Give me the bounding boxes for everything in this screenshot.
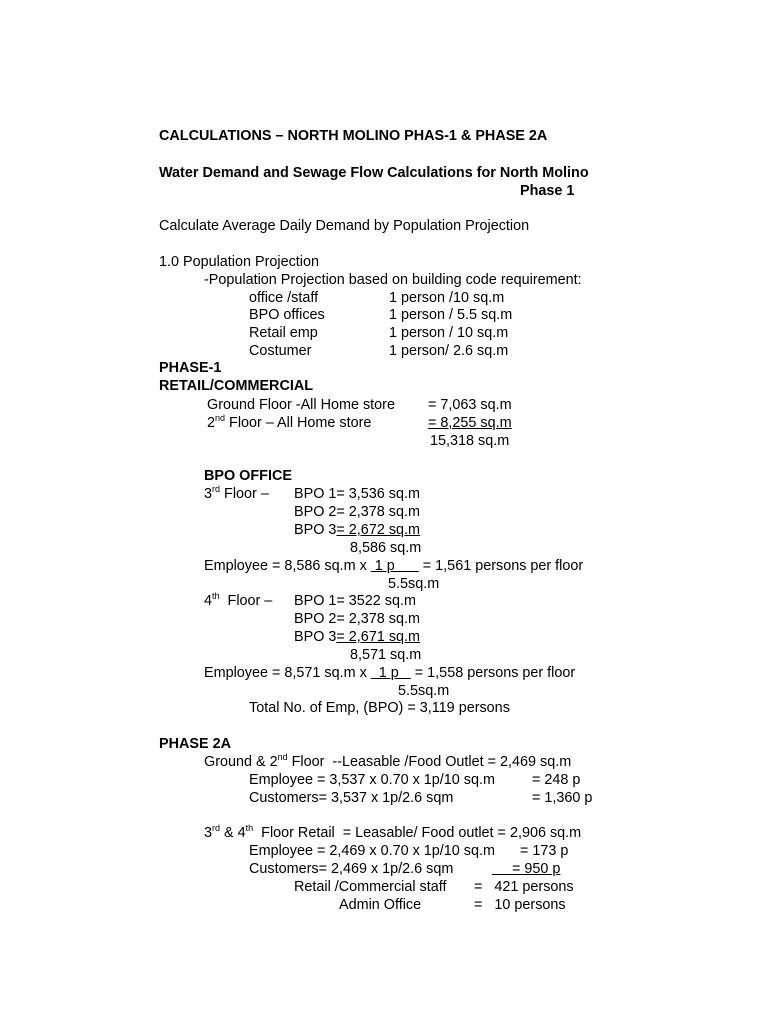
retail-staff-value: = 421 persons [474,879,574,895]
second-floor-value: = 8,255 sq.m [428,415,512,431]
floor4-total: 8,571 sq.m [350,647,422,663]
phase2a-floor3-4: 3rd & 4th Floor Retail = Leasable/ Food outlet = 2,906 sq.m [204,823,582,841]
document-subtitle-phase: Phase 1 [520,183,575,199]
phase2a-f34-employee-result: = 173 p [520,843,569,859]
floor3-bpo2: BPO 2= 2,378 sq.m [294,504,420,520]
section-note: -Population Projection based on building code requirement: [204,272,582,288]
occupancy-use: Costumer [249,343,312,359]
floor3-label: 3rd Floor – [204,484,269,502]
ground-floor-value: = 7,063 sq.m [428,397,512,413]
ground-floor-label: Ground Floor -All Home store [207,397,395,413]
retail-total: 15,318 sq.m [430,433,510,449]
floor3-total: 8,586 sq.m [350,540,422,556]
phase1-heading: PHASE-1 [159,360,222,376]
intro-text: Calculate Average Daily Demand by Population Projection [159,218,530,234]
admin-office-label: Admin Office [339,897,422,913]
document-subtitle: Water Demand and Sewage Flow Calculations for North Molino [159,165,589,181]
occupancy-use: BPO offices [249,307,325,323]
floor3-employee: Employee = 8,586 sq.m x 1 p = 1,561 persons per floor [204,558,584,574]
phase2a-heading: PHASE 2A [159,736,231,752]
phase2a-f34-employee: Employee = 2,469 x 0.70 x 1p/10 sq.m [249,843,495,859]
bpo-total: Total No. of Emp, (BPO) = 3,119 persons [249,700,510,716]
floor3-employee-denominator: 5.5sq.m [388,576,440,592]
floor4-employee: Employee = 8,571 sq.m x 1 p = 1,558 persons per floor [204,665,576,681]
document-title: CALCULATIONS – NORTH MOLINO PHAS-1 & PHASE 2A [159,128,548,144]
floor4-employee-denominator: 5.5sq.m [398,683,450,699]
second-floor-label: 2nd Floor – All Home store [207,413,372,431]
occupancy-use: office /staff [249,290,319,306]
floor3-bpo1: BPO 1= 3,536 sq.m [294,486,420,502]
occupancy-rate: 1 person /10 sq.m [389,290,505,306]
phase2a-gf-customers: Customers= 3,537 x 1p/2.6 sqm [249,790,454,806]
section-heading: 1.0 Population Projection [159,254,320,270]
floor4-bpo1: BPO 1= 3522 sq.m [294,593,416,609]
occupancy-rate: 1 person/ 2.6 sq.m [389,343,509,359]
floor4-label: 4th Floor – [204,591,273,609]
floor4-bpo2: BPO 2= 2,378 sq.m [294,611,420,627]
admin-office-value: = 10 persons [474,897,566,913]
floor4-bpo3: BPO 3= 2,671 sq.m [294,629,421,645]
phase2a-ground-floor: Ground & 2nd Floor --Leasable /Food Outlet = 2,469 sq.m [204,752,572,770]
retail-staff-label: Retail /Commercial staff [294,879,447,895]
phase2a-f34-customers-result: = 950 p [492,861,561,877]
phase2a-gf-employee: Employee = 3,537 x 0.70 x 1p/10 sq.m [249,772,495,788]
phase2a-gf-customers-result: = 1,360 p [532,790,593,806]
bpo-heading: BPO OFFICE [204,468,292,484]
occupancy-rate: 1 person / 5.5 sq.m [389,307,513,323]
retail-heading: RETAIL/COMMERCIAL [159,378,314,394]
floor3-bpo3: BPO 3= 2,672 sq.m [294,522,421,538]
occupancy-rate: 1 person / 10 sq.m [389,325,509,341]
occupancy-use: Retail emp [249,325,318,341]
phase2a-f34-customers: Customers= 2,469 x 1p/2.6 sqm [249,861,454,877]
phase2a-gf-employee-result: = 248 p [532,772,581,788]
